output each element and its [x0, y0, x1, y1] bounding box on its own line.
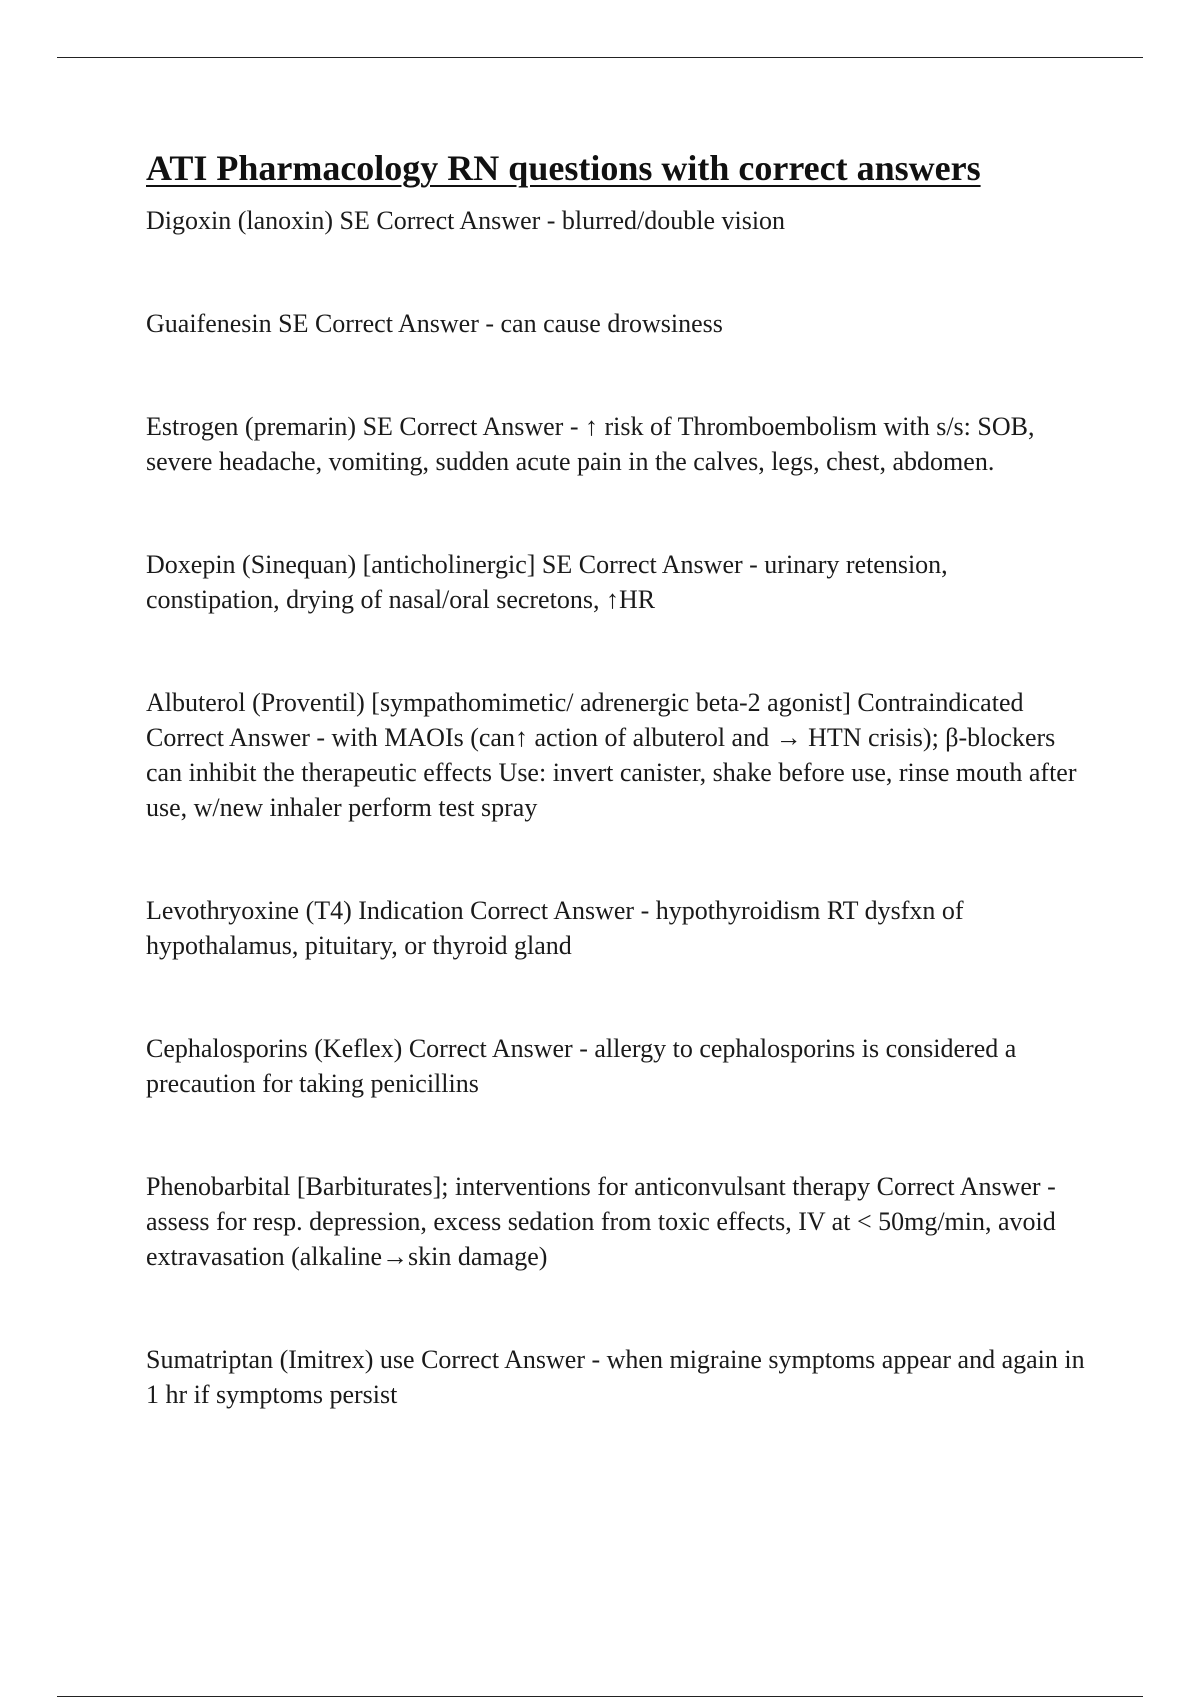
qa-item-levothyroxine: Levothryoxine (T4) Indication Correct Answer - hypothyroidism RT dysfxn of hypothalamus, pituitary, or thyroid gland — [146, 896, 964, 960]
qa-item-albuterol: Albuterol (Proventil) [sympathomimetic/ adrenergic beta-2 agonist] Contraindicated Correct Answer - with MAOIs (can↑ action of albuterol and → HTN crisis); β-blockers can inhibit the therapeutic effects Use: invert canister, shake before use, rinse mouth after use, w/new inhaler perform test spray — [146, 688, 1077, 822]
bottom-divider — [57, 1696, 1143, 1697]
qa-item-sumatriptan: Sumatriptan (Imitrex) use Correct Answer - when migraine symptoms appear and again in 1 hr if symptoms persist — [146, 1345, 1085, 1409]
qa-item-phenobarbital: Phenobarbital [Barbiturates]; interventions for anticonvulsant therapy Correct Answer - assess for resp. depression, excess sedation from toxic effects, IV at < 50mg/min, avoid extravasation (alkaline→skin damage) — [146, 1172, 1056, 1271]
top-divider — [57, 57, 1143, 58]
qa-item-doxepin: Doxepin (Sinequan) [anticholinergic] SE Correct Answer - urinary retension, constipation, drying of nasal/oral secretons, ↑HR — [146, 550, 948, 614]
document-title: ATI Pharmacology RN questions with correct answers — [146, 148, 981, 188]
qa-item-estrogen: Estrogen (premarin) SE Correct Answer - ↑ risk of Thromboembolism with s/s: SOB, severe headache, vomiting, sudden acute pain in the calves, legs, chest, abdomen. — [146, 412, 1035, 476]
qa-item-digoxin: Digoxin (lanoxin) SE Correct Answer - blurred/double vision — [146, 206, 786, 235]
document-page — [146, 145, 1086, 1480]
qa-list — [146, 203, 1086, 1412]
qa-item-guaifenesin: Guaifenesin SE Correct Answer - can cause drowsiness — [146, 309, 723, 338]
qa-item-cephalosporins: Cephalosporins (Keflex) Correct Answer - allergy to cephalosporins is considered a precaution for taking penicillins — [146, 1034, 1017, 1098]
